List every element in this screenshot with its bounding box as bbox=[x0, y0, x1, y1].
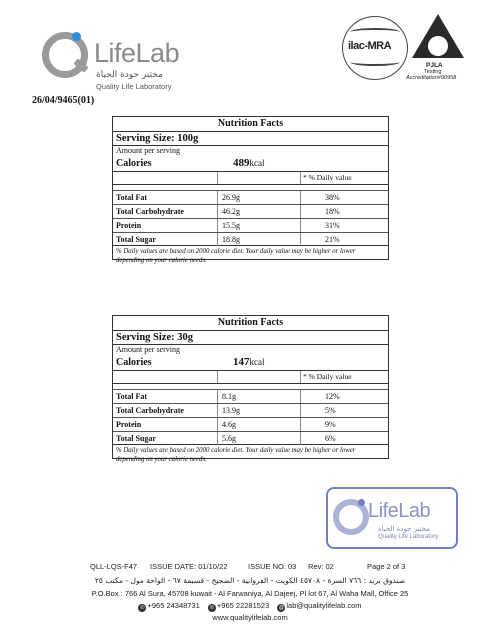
panel-title: Nutrition Facts bbox=[113, 117, 388, 132]
issue-date: ISSUE DATE: 01/10/22 bbox=[150, 562, 228, 571]
nutrient-daily-value: 18% bbox=[325, 207, 340, 216]
header-cell-blank bbox=[113, 371, 218, 383]
nutrient-daily-value: 38% bbox=[325, 193, 340, 202]
whatsapp-icon: ✆ bbox=[209, 605, 215, 611]
header-cell-blank bbox=[113, 172, 218, 184]
nutrient-amount: 13.9g bbox=[218, 404, 301, 417]
nutrient-amount: 4.6g bbox=[218, 418, 301, 431]
nutrient-row bbox=[113, 218, 388, 232]
nutrient-amount: 46.2g bbox=[218, 205, 301, 218]
nutrient-daily-value: 12% bbox=[325, 392, 340, 401]
nutrient-row bbox=[113, 403, 388, 417]
company-logo bbox=[34, 26, 194, 90]
nutrient-name: Protein bbox=[113, 418, 218, 431]
nutrient-name: Total Sugar bbox=[113, 432, 218, 445]
nutrient-name: Total Fat bbox=[113, 390, 218, 403]
stamp-tagline: Quality Life Laboratory bbox=[378, 534, 439, 540]
pjla-testing-label: Testing bbox=[424, 69, 442, 75]
calories-unit: kcal bbox=[249, 158, 265, 168]
header-cell-blank bbox=[218, 371, 301, 383]
nutrient-daily-value: 5% bbox=[325, 406, 336, 415]
address-arabic: صندوق بريد : ٧٦٦ السرة - ٤٥٧٠٨ الكويت - الفروانية - الضجيج - قسيمة ٦٧ - الواحة مول - مكتب ٢٥ bbox=[94, 576, 406, 585]
serving-size: Serving Size: 30g bbox=[113, 331, 388, 345]
nutrient-row bbox=[113, 232, 388, 246]
issue-no: ISSUE NO: 03 bbox=[248, 562, 297, 571]
nutrient-amount: 15.5g bbox=[218, 219, 301, 232]
phone-icon: ✆ bbox=[140, 605, 145, 611]
daily-value-footnote: % Daily values are based on 2000 calorie diet. Your daily value may be higher or lower depending on your calorie needs. bbox=[116, 447, 356, 463]
nutrient-daily-value: 6% bbox=[325, 434, 336, 443]
amount-per-serving: Amount per serving bbox=[116, 345, 180, 354]
logo-dot bbox=[72, 32, 81, 41]
nutrient-daily-value: 31% bbox=[325, 221, 340, 230]
nutrient-row bbox=[113, 190, 388, 204]
email-icon: @ bbox=[278, 605, 284, 611]
calories-row bbox=[113, 156, 388, 171]
nutrient-row bbox=[113, 417, 388, 431]
email[interactable] bbox=[277, 601, 361, 612]
phone-1 bbox=[138, 601, 199, 612]
nutrient-row bbox=[113, 431, 388, 445]
ilac-wave-top bbox=[350, 28, 400, 36]
header-cell-blank bbox=[218, 172, 301, 184]
daily-value-header-row bbox=[113, 370, 388, 383]
calories-label: Calories bbox=[116, 158, 152, 169]
accreditation-number: Accreditation#90958 bbox=[406, 75, 457, 81]
nutrient-row bbox=[113, 204, 388, 218]
nutrient-name: Protein bbox=[113, 219, 218, 232]
calories-row bbox=[113, 355, 388, 370]
doc-code: QLL-LQS-F47 bbox=[90, 562, 138, 571]
panel-title: Nutrition Facts bbox=[113, 316, 388, 331]
accreditation-logos bbox=[342, 14, 466, 86]
phone-2 bbox=[208, 601, 269, 612]
stamp-arabic-name: مختبر جودة الحياة bbox=[378, 525, 431, 533]
daily-value-header: * % Daily value bbox=[303, 173, 352, 182]
phone-2-text: +965 22281523 bbox=[216, 601, 270, 610]
logo-wordmark: LifeLab bbox=[94, 38, 180, 68]
nutrient-amount: 26.9g bbox=[218, 191, 301, 204]
calories-value bbox=[233, 156, 265, 171]
amount-per-serving: Amount per serving bbox=[116, 146, 180, 155]
calories-number: 489 bbox=[233, 157, 250, 169]
nutrient-daily-value: 21% bbox=[325, 235, 340, 244]
document-control-line bbox=[0, 562, 500, 572]
nutrient-name: Total Carbohydrate bbox=[113, 404, 218, 417]
calories-value bbox=[233, 355, 265, 370]
daily-value-header: * % Daily value bbox=[303, 372, 352, 381]
nutrient-name: Total Fat bbox=[113, 191, 218, 204]
nutrition-facts-panel-30g bbox=[112, 315, 389, 463]
calories-number: 147 bbox=[233, 356, 250, 368]
nutrient-amount: 18.8g bbox=[218, 233, 301, 246]
ilac-wave-bottom bbox=[350, 58, 400, 66]
calories-label: Calories bbox=[116, 357, 152, 368]
ilac-mra-label: ilac-MRA bbox=[348, 40, 392, 52]
phone-1-text: +965 24348731 bbox=[147, 601, 200, 610]
nutrient-amount: 8.1g bbox=[218, 390, 301, 403]
contact-line bbox=[40, 601, 460, 612]
pjla-globe-icon bbox=[428, 36, 448, 56]
calories-unit: kcal bbox=[249, 357, 265, 367]
stamp-wordmark: LifeLab bbox=[368, 500, 431, 522]
nutrition-facts-panel-100g bbox=[112, 116, 389, 264]
website-link[interactable]: www.qualitylifelab.com bbox=[212, 613, 288, 622]
report-reference-number: 26/04/9465(01) bbox=[32, 95, 95, 106]
email-text: lab@qualitylifelab.com bbox=[286, 601, 362, 610]
nutrient-name: Total Sugar bbox=[113, 233, 218, 246]
nutrient-row bbox=[113, 389, 388, 403]
lab-stamp bbox=[326, 487, 458, 549]
logo-arabic-name: مختبر جودة الحياة bbox=[96, 70, 163, 80]
nutrient-amount: 5.6g bbox=[218, 432, 301, 445]
logo-q-mark bbox=[42, 32, 88, 78]
daily-value-header-row bbox=[113, 171, 388, 184]
nutrient-daily-value: 9% bbox=[325, 420, 336, 429]
nutrient-name: Total Carbohydrate bbox=[113, 205, 218, 218]
revision: Rev: 02 bbox=[308, 562, 334, 571]
address-english: P.O.Box : 766 Al Sura, 45708 kuwait - Al Farwaniya, Al Dajeej, Pl lot 67, Al Waha Mall, Office 25 bbox=[91, 589, 409, 598]
daily-value-footnote: % Daily values are based on 2000 calorie diet. Your daily value may be higher or lower depending on your calorie needs. bbox=[116, 248, 356, 264]
page-number: Page 2 of 3 bbox=[367, 562, 406, 571]
logo-tagline: Quality Life Laboratory bbox=[96, 82, 172, 91]
pjla-label: PJLA bbox=[426, 62, 443, 69]
stamp-dot bbox=[358, 499, 365, 506]
serving-size: Serving Size: 100g bbox=[113, 132, 388, 146]
